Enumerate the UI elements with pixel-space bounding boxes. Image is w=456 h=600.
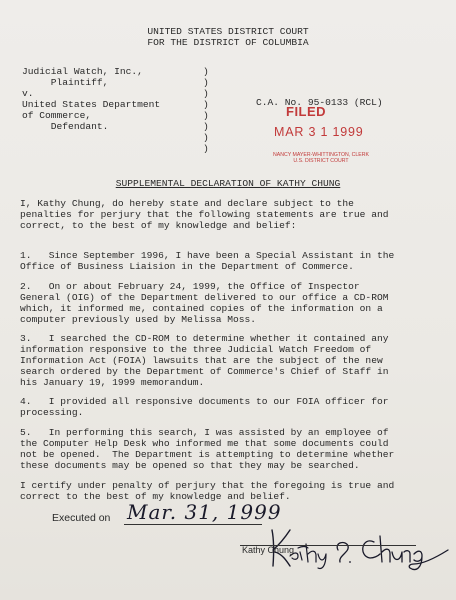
text-line: Office of Business Liaision in the Department of Commerce. — [20, 261, 354, 272]
document-title — [0, 178, 456, 189]
paragraph-4 — [20, 396, 436, 418]
text-line: General (OIG) of the Department delivered to our office a CD-ROM — [20, 292, 389, 303]
text-line: processing. — [20, 407, 84, 418]
text-line: correct, to the best of my knowledge and belief: — [20, 220, 297, 231]
court-header — [0, 26, 456, 48]
filed-stamp-clerk — [256, 152, 386, 164]
text-line: I certify under penalty of perjury that the foregoing is true and — [20, 480, 395, 491]
text-line: 4. I provided all responsive documents to our FOIA officer for — [20, 396, 389, 407]
text-line: correct to the best of my knowledge and belief. — [20, 491, 291, 502]
executed-on-label: Executed on — [52, 512, 111, 524]
text-line: not be opened. The Department is attempting to determine whether — [20, 449, 395, 460]
text-line: penalties for perjury that the following statements are true and — [20, 209, 389, 220]
bracket-char: ) — [203, 88, 209, 99]
text-line: Information Act (FOIA) lawsuits that are the subject of the new — [20, 355, 383, 366]
text-line: which, it informed me, contained copies of the information on a — [20, 303, 383, 314]
bracket-char: ) — [203, 121, 209, 132]
bracket-char: ) — [203, 110, 209, 121]
court-name-line2: FOR THE DISTRICT OF COLUMBIA — [147, 37, 309, 48]
text-line: 1. Since September 1996, I have been a Special Assistant in the — [20, 250, 395, 261]
caption-line: Defendant. — [22, 121, 109, 132]
filed-stamp-date: MAR 3 1 1999 — [274, 125, 364, 139]
caption-line: United States Department — [22, 99, 161, 110]
filed-stamp: FILED — [286, 104, 327, 119]
text-line: 2. On or about February 24, 1999, the Office of Inspector — [20, 281, 360, 292]
case-caption — [22, 66, 222, 132]
bracket-char: ) — [203, 132, 209, 143]
text-line: search ordered by the Department of Commerce's Chief of Staff in — [20, 366, 389, 377]
intro-paragraph — [20, 198, 436, 231]
caption-line: Judicial Watch, Inc., — [22, 66, 143, 77]
bracket-char: ) — [203, 143, 209, 154]
bracket-char: ) — [203, 66, 209, 77]
document-title-text: SUPPLEMENTAL DECLARATION OF KATHY CHUNG — [115, 178, 341, 189]
caption-line: of Commerce, — [22, 110, 92, 121]
certification-paragraph — [20, 480, 436, 502]
caption-line: Plaintiff, — [22, 77, 109, 88]
paragraph-5 — [20, 427, 436, 471]
signer-name: Kathy Chung — [242, 545, 295, 555]
text-line: 5. In performing this search, I was assisted by an employee of — [20, 427, 389, 438]
case-number: C.A. No. 95-0133 (RCL) — [256, 97, 383, 108]
bracket-char: ) — [203, 77, 209, 88]
text-line: his January 19, 1999 memorandum. — [20, 377, 205, 388]
paragraph-3 — [20, 333, 436, 388]
caption-bracket — [203, 66, 215, 154]
clerk-name: NANCY MAYER-WHITTINGTON, CLERK — [273, 152, 369, 158]
clerk-court: U.S. DISTRICT COURT — [293, 158, 349, 164]
text-line: computer previously used by Melissa Moss. — [20, 314, 257, 325]
text-line: these documents may be opened so that they may be searched. — [20, 460, 360, 471]
paragraph-1 — [20, 250, 436, 272]
court-name-line1: UNITED STATES DISTRICT COURT — [147, 26, 309, 37]
bracket-char: ) — [203, 99, 209, 110]
date-signature-line — [124, 524, 262, 525]
paragraph-2 — [20, 281, 436, 325]
text-line: 3. I searched the CD-ROM to determine whether it contained any — [20, 333, 389, 344]
text-line: I, Kathy Chung, do hereby state and declare subject to the — [20, 198, 354, 209]
text-line: the Computer Help Desk who informed me that some documents could — [20, 438, 389, 449]
caption-line: v. — [22, 88, 34, 99]
handwritten-date: Mar. 31, 1999 — [127, 500, 282, 524]
text-line: information responsive to the three Judicial Watch Freedom of — [20, 344, 372, 355]
